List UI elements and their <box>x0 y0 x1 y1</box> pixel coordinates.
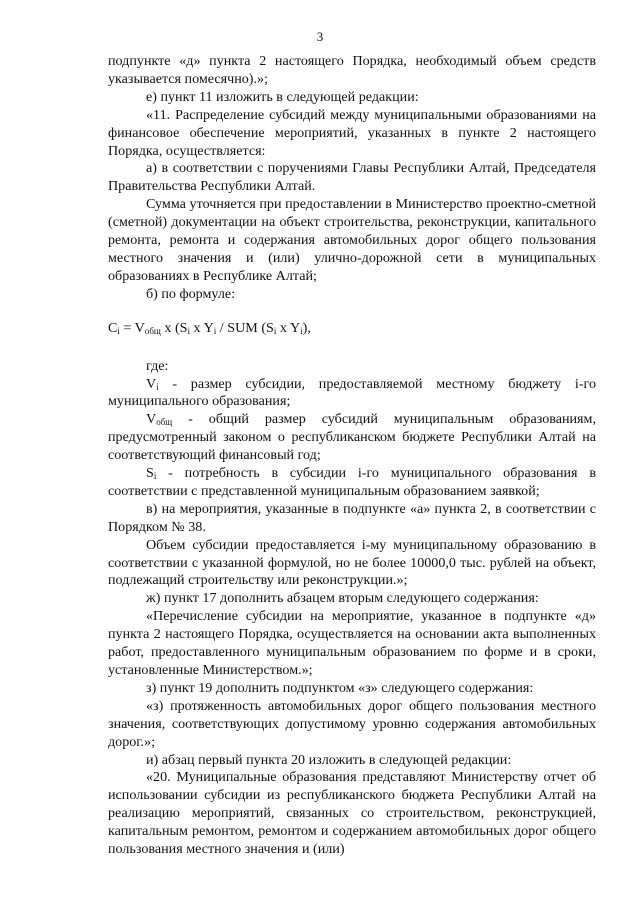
paragraph-item-b: б) по формуле: <box>146 285 236 302</box>
formula-part: ), <box>302 319 311 336</box>
definition-si-text: - потребность в субсидии i-го муниципального образования в соответствии с представленной муниципальным образованием заявкой; <box>108 465 596 499</box>
definition-vobsh-sub: общ <box>156 417 173 428</box>
formula-v-sub: общ <box>144 325 161 336</box>
definition-vi-text: - размер субсидии, предоставляемой местному бюджету i-го муниципального образования; <box>108 375 596 410</box>
definition-vobsh-text: - общий размер субсидий муниципальным образованиям, предусмотренный законом о республиканском бюджете Республики Алтай на соответствующий финансовый год; <box>108 411 596 464</box>
formula-part: x Y <box>190 319 214 336</box>
definition-vobsh <box>108 411 596 465</box>
page-number: 3 <box>316 29 324 44</box>
paragraph-transfer: «Перечисление субсидии на мероприятие, указанное в подпункте «д» пункта 2 настоящего Порядка, осуществляется на основании акта выполненных работ, предоставленного муниципальным образованием по форме и в сроки, установленные Министерством.»; <box>108 608 596 678</box>
formula-lhs-sub: i <box>117 325 120 336</box>
paragraph-item-z: з) пункт 19 дополнить подпунктом «з» следующего содержания: <box>146 679 534 696</box>
definition-si-symbol: S <box>146 465 154 482</box>
formula-y2-sub: i <box>300 325 303 336</box>
paragraph-item-i: и) абзац первый пункта 20 изложить в следующей редакции: <box>146 751 512 768</box>
paragraph-subsidy-volume: Объем субсидии предоставляется i-му муниципальному образованию в соответствии с указанной формулой, но не более 10000,0 тыс. рублей на объект, подлежащий строительству или реконструкции.»; <box>108 536 596 589</box>
formula-s-sub: i <box>187 325 191 336</box>
formula-part: x (S <box>160 319 188 336</box>
document-body <box>108 53 596 859</box>
definition-vi <box>108 376 596 412</box>
formula <box>108 320 596 338</box>
paragraph-sum-clarified: Сумма уточняется при предоставлении в Министерство проектно-сметной (сметной) документации на объект строительства, реконструкции, капитального ремонта, ремонта и содержания автомобильных дорог общего пользования местного значения и (или) улично-дорожной сети в муниципальных образованиях в Республике Алтай; <box>108 196 596 284</box>
formula-s2-sub: i <box>273 325 277 336</box>
definition-vi-symbol: V <box>146 375 157 392</box>
paragraph-point-11: «11. Распределение субсидий между муниципальными образованиями на финансовое обеспечение мероприятий, указанных в пункте 2 настоящего Порядка, осуществляется: <box>108 106 596 159</box>
paragraph-continuation: подпункте «д» пункта 2 настоящего Порядка, необходимый объем средств указывается помесячно).»; <box>108 53 596 87</box>
paragraph-subitem-z: «з) протяженность автомобильных дорог общего пользования местного значения, соответствующих допустимому уровню содержания автомобильных дорог.»; <box>108 697 596 750</box>
paragraph-item-a: а) в соответствии с поручениями Главы Республики Алтай, Председателя Правительства Республики Алтай. <box>108 160 596 195</box>
definition-si-sub: i <box>153 471 157 482</box>
formula-lhs: C <box>108 319 118 336</box>
formula-part: / SUM (S <box>216 319 274 336</box>
paragraph-item-v: в) на мероприятия, указанные в подпункте «а» пункта 2, в соответствии с Порядком № 38. <box>108 500 596 535</box>
paragraph-point-20: «20. Муниципальные образования представляют Министерству отчет об использовании субсидии из республиканского бюджета Республики Алтай на реализацию мероприятий, связанных со строительством, реконструкцией, капитальным ремонтом, ремонтом и содержанием автомобильных дорог общего пользования местного значения и (или) <box>108 769 596 858</box>
paragraph-where: где: <box>146 357 169 374</box>
formula-y-sub: i <box>213 325 217 336</box>
formula-part: x Y <box>276 319 301 336</box>
definition-vi-sub: i <box>156 381 159 392</box>
definition-vobsh-symbol: V <box>146 411 157 428</box>
definition-si <box>108 465 596 501</box>
paragraph-item-e: е) пункт 11 изложить в следующей редакции: <box>146 88 419 105</box>
paragraph-item-zh: ж) пункт 17 дополнить абзацем вторым следующего содержания: <box>146 590 539 607</box>
formula-eq: = V <box>119 319 145 336</box>
